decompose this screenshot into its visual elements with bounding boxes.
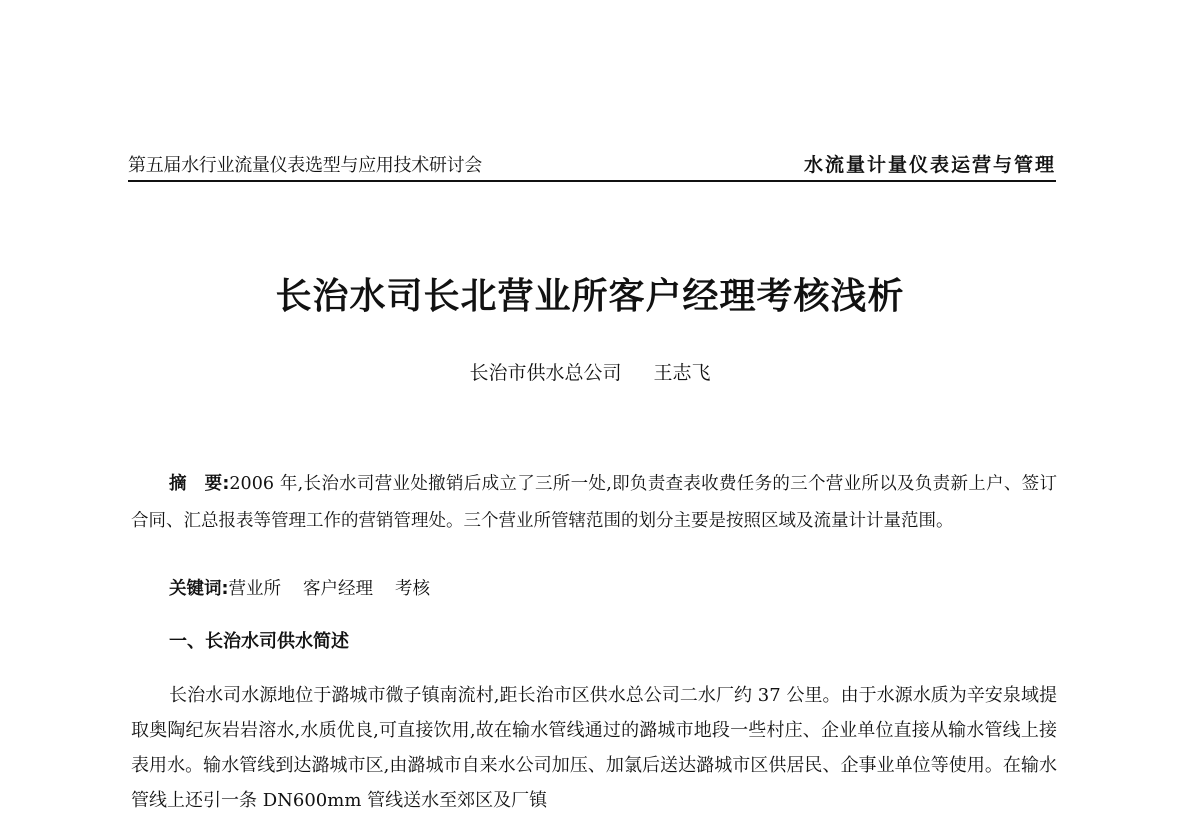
- section-heading: 一、长治水司供水简述: [169, 631, 349, 652]
- journal-section-title: 水流量计量仪表运营与管理: [803, 154, 1056, 176]
- keywords: [169, 576, 452, 602]
- author-name: 王志飞: [653, 362, 711, 384]
- keyword: 客户经理: [303, 579, 373, 599]
- body-paragraph: [131, 678, 1057, 818]
- abstract-text: 2006 年,长治水司营业处撤销后成立了三所一处,即负责查表收费任务的三个营业所以及负责新上户、签订合同、汇总报表等管理工作的营销管理处。三个营业所管辖范围的划分主要是按照区域及流量计计量范围。: [131, 474, 1057, 531]
- abstract-label: 摘 要:: [169, 474, 230, 494]
- body-paragraph-text: 长治水司水源地位于潞城市微子镇南流村,距长治市区供水总公司二水厂约 37 公里。由于水源水质为辛安泉域提取奥陶纪灰岩岩溶水,水质优良,可直接饮用,故在输水管线通过的潞城市地段一些村庄、企业单位直接从输水管线上接表用水。输水管线到达潞城市区,由潞城市自来水公司加压、加氯后送达潞城市区供居民、企事业单位等使用。在输水管线上还引一条 DN600mm 管线送水至郊区及厂镇: [131, 685, 1057, 811]
- author-affiliation: 长治市供水总公司: [469, 362, 622, 384]
- running-header: [128, 150, 1056, 182]
- article-title: 长治水司长北营业所客户经理考核浅析: [275, 276, 905, 317]
- keyword: 营业所: [228, 579, 281, 599]
- conference-name: 第五届水行业流量仪表选型与应用技术研讨会: [128, 155, 482, 176]
- keyword: 考核: [395, 579, 430, 599]
- abstract: [131, 466, 1057, 540]
- keywords-label: 关键词:: [169, 579, 229, 599]
- author-line: [0, 358, 1180, 385]
